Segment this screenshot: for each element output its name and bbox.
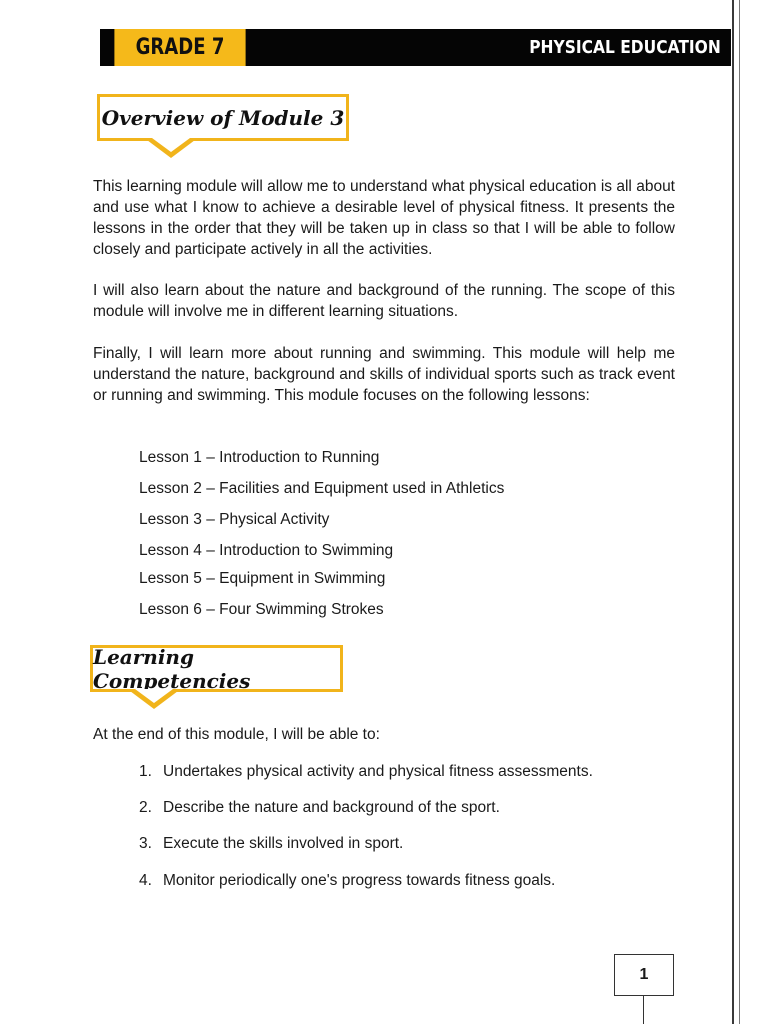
competency-item bbox=[139, 835, 403, 853]
lesson-item: Lesson 4 – Introduction to Swimming bbox=[139, 542, 394, 559]
lesson-item: Lesson 6 – Four Swimming Strokes bbox=[139, 601, 384, 618]
page-number-line bbox=[643, 996, 644, 1024]
header-bar bbox=[100, 29, 731, 66]
callout-tail-inner bbox=[152, 138, 190, 152]
competency-item bbox=[139, 763, 593, 781]
lesson-item: Lesson 3 – Physical Activity bbox=[139, 511, 330, 528]
overview-paragraph: I will also learn about the nature and background of the running. The scope of this module will involve me in different learning situations. bbox=[93, 282, 675, 320]
competencies-intro: At the end of this module, I will be able to: bbox=[93, 726, 380, 743]
subject-label: PHYSICAL EDUCATION bbox=[529, 37, 721, 58]
competency-text: Monitor periodically one's progress towards fitness goals. bbox=[163, 872, 556, 889]
competency-text: Execute the skills involved in sport. bbox=[163, 835, 404, 852]
competency-text: Describe the nature and background of the sport. bbox=[163, 799, 500, 816]
page-number: 1 bbox=[614, 954, 674, 996]
competency-number: 1. bbox=[139, 763, 152, 780]
grade-label: GRADE 7 bbox=[114, 29, 245, 66]
competency-number: 3. bbox=[139, 835, 152, 852]
competency-text: Undertakes physical activity and physical fitness assessments. bbox=[163, 763, 593, 780]
competency-number: 4. bbox=[139, 872, 152, 889]
callout-tail-inner bbox=[135, 689, 173, 703]
page-edge-line bbox=[732, 0, 734, 1024]
page-edge-line-thin bbox=[739, 0, 740, 1024]
overview-paragraph: This learning module will allow me to understand what physical education is all about and use what I know to achieve a desirable level of physical fitness. It presents the lessons in the order that they will be taken up in class so that I will be able to follow closely and participate actively in all the activities. bbox=[93, 178, 675, 258]
competency-item bbox=[139, 799, 500, 817]
lesson-item: Lesson 2 – Facilities and Equipment used in Athletics bbox=[139, 480, 505, 497]
lesson-item: Lesson 5 – Equipment in Swimming bbox=[139, 570, 386, 587]
overview-paragraph: Finally, I will learn more about running and swimming. This module will help me understand the nature, background and skills of individual sports such as track event or running and swimming. This module focuses on the following lessons: bbox=[93, 345, 675, 404]
competencies-callout bbox=[90, 645, 343, 692]
overview-title: Overview of Module 3 bbox=[101, 105, 345, 130]
competency-number: 2. bbox=[139, 799, 152, 816]
lesson-item: Lesson 1 – Introduction to Running bbox=[139, 449, 380, 466]
competencies-title: Learning Competencies bbox=[93, 644, 251, 693]
overview-callout bbox=[97, 94, 349, 141]
competency-item bbox=[139, 872, 555, 890]
